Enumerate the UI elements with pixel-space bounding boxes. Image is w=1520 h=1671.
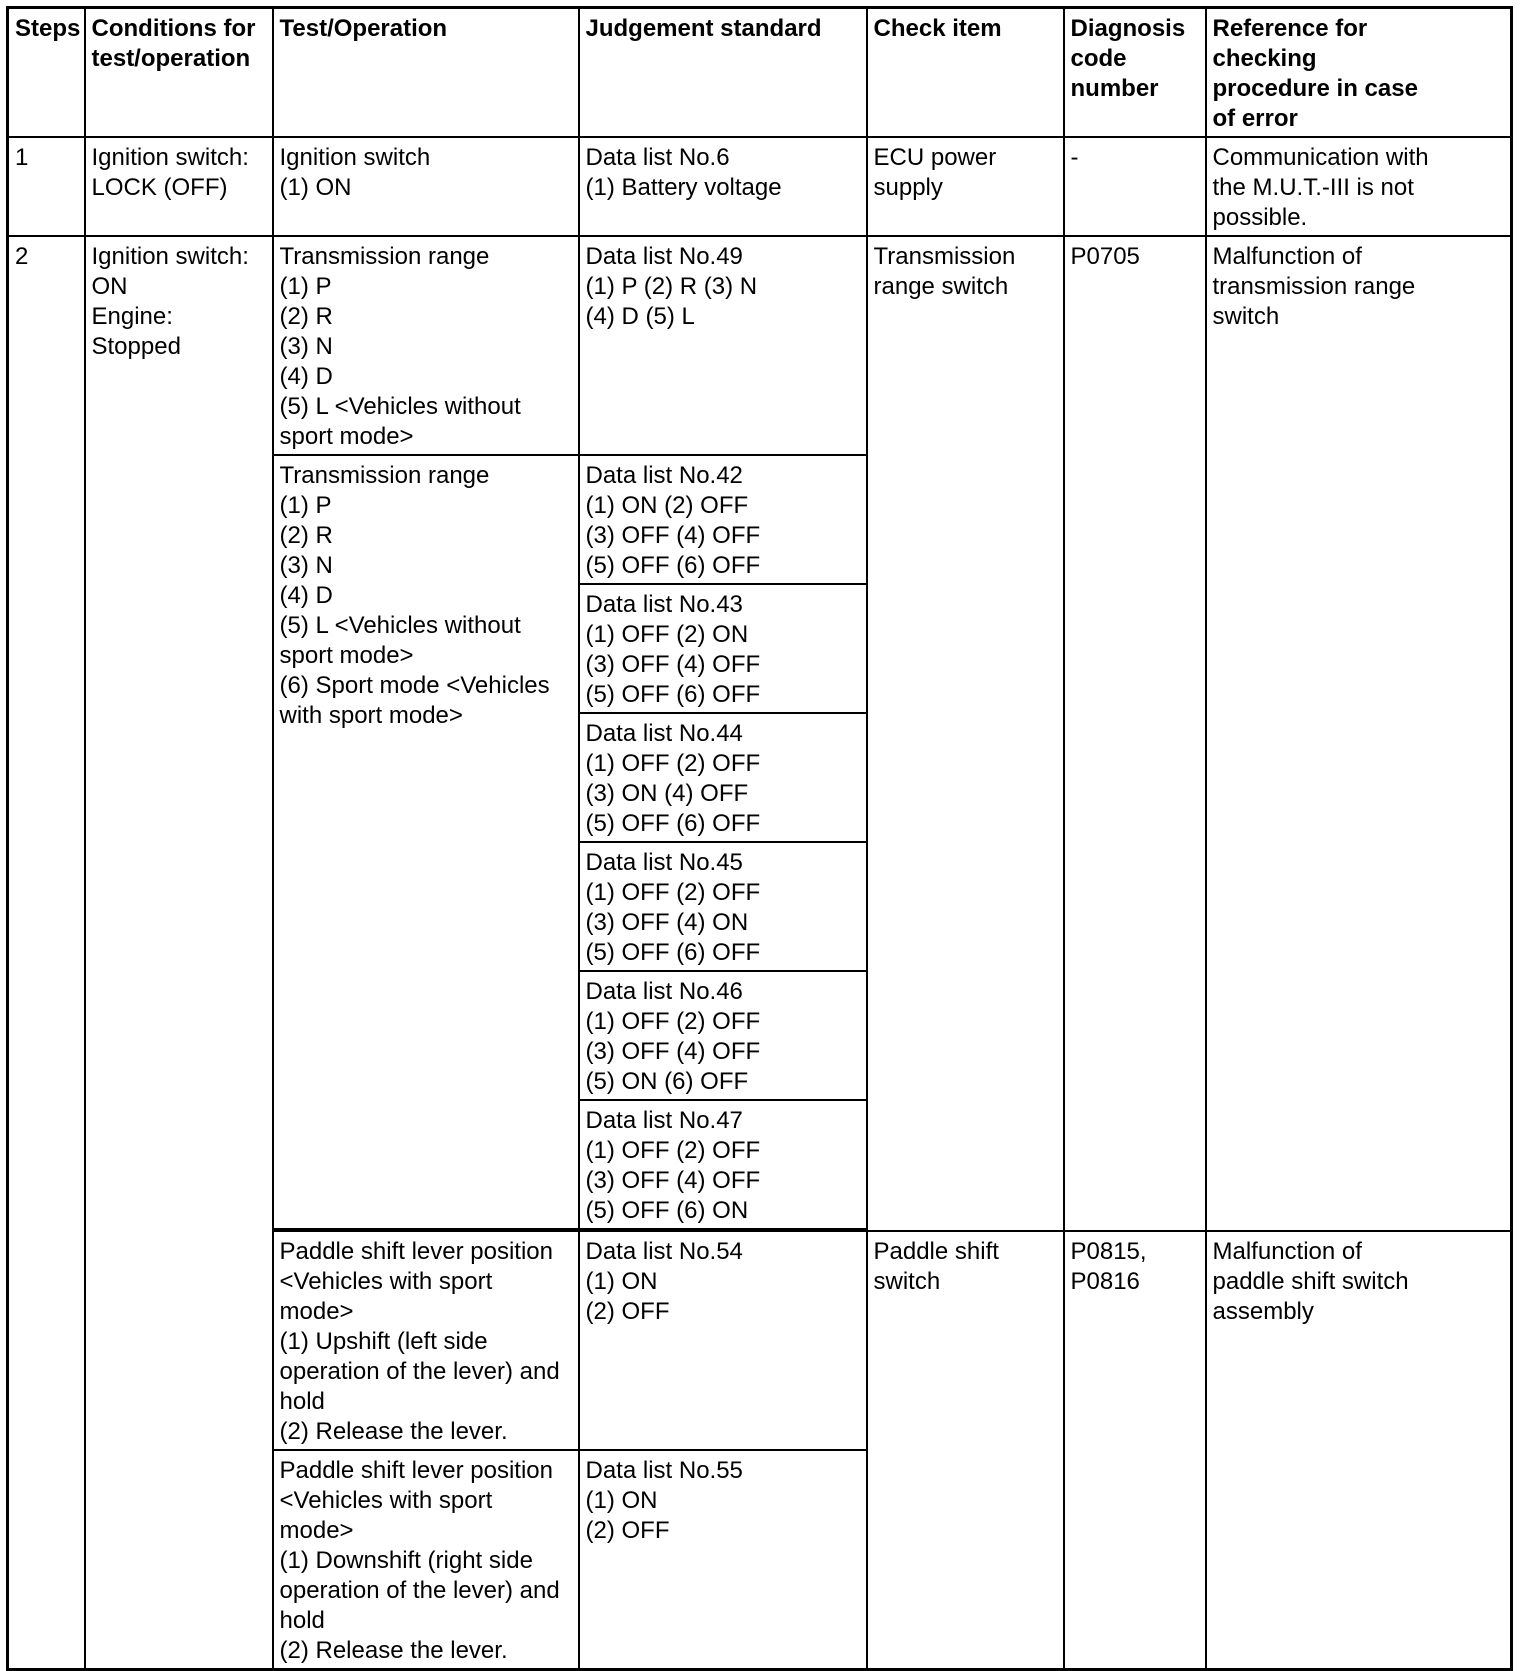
header-check-item: Check item — [867, 8, 1064, 138]
step-1-number: 1 — [8, 137, 85, 236]
header-conditions: Conditions for test/operation — [85, 8, 273, 138]
header-steps: Steps — [8, 8, 85, 138]
step-1-reference: Communication with the M.U.T.-III is not possible. — [1206, 137, 1512, 236]
paddle-judgement-54: Data list No.54 (1) ON (2) OFF — [579, 1231, 867, 1450]
range-reference: Malfunction of transmission range switch — [1206, 236, 1512, 1231]
paddle-test-upshift: Paddle shift lever position <Vehicles with sport mode> (1) Upshift (left side operation of the lever) and hold (2) Release the lever. — [273, 1231, 579, 1450]
header-test-operation: Test/Operation — [273, 8, 579, 138]
paddle-judgement-55: Data list No.55 (1) ON (2) OFF — [579, 1450, 867, 1670]
header-reference: Reference for checking procedure in case of error — [1206, 8, 1512, 138]
paddle-check-item: Paddle shift switch — [867, 1231, 1064, 1670]
step-2-row-range-a — [8, 236, 1512, 455]
range-check-item: Transmission range switch — [867, 236, 1064, 1231]
step-1-row — [8, 137, 1512, 236]
step-1-code: - — [1064, 137, 1206, 236]
step-1-judgement: Data list No.6 (1) Battery voltage — [579, 137, 867, 236]
range-judgement-45: Data list No.45 (1) OFF (2) OFF (3) OFF (4) ON (5) OFF (6) OFF — [579, 842, 867, 971]
header-judgement-standard: Judgement standard — [579, 8, 867, 138]
range-diagnosis-code: P0705 — [1064, 236, 1206, 1231]
range-judgement-43: Data list No.43 (1) OFF (2) ON (3) OFF (4) OFF (5) OFF (6) OFF — [579, 584, 867, 713]
paddle-test-downshift: Paddle shift lever position <Vehicles with sport mode> (1) Downshift (right side operation of the lever) and hold (2) Release the lever. — [273, 1450, 579, 1670]
range-judgement-47: Data list No.47 (1) OFF (2) OFF (3) OFF (4) OFF (5) OFF (6) ON — [579, 1100, 867, 1229]
step-2-number: 2 — [8, 236, 85, 1670]
range-test-b: Transmission range (1) P (2) R (3) N (4) D (5) L <Vehicles without sport mode> (6) Sport mode <Vehicles with sport mode> — [273, 455, 579, 1229]
range-judgement-44: Data list No.44 (1) OFF (2) OFF (3) ON (4) OFF (5) OFF (6) OFF — [579, 713, 867, 842]
range-judgement-46: Data list No.46 (1) OFF (2) OFF (3) OFF (4) OFF (5) ON (6) OFF — [579, 971, 867, 1100]
step-1-test: Ignition switch (1) ON — [273, 137, 579, 236]
step-2-condition: Ignition switch: ON Engine: Stopped — [85, 236, 273, 1670]
range-judgement-49: Data list No.49 (1) P (2) R (3) N (4) D (5) L — [579, 236, 867, 455]
paddle-diagnosis-code: P0815, P0816 — [1064, 1231, 1206, 1670]
range-judgement-42: Data list No.42 (1) ON (2) OFF (3) OFF (4) OFF (5) OFF (6) OFF — [579, 455, 867, 584]
header-row — [8, 8, 1512, 138]
header-diagnosis-code: Diagnosis code number — [1064, 8, 1206, 138]
diagnosis-table — [6, 6, 1513, 1671]
paddle-reference: Malfunction of paddle shift switch assembly — [1206, 1231, 1512, 1670]
range-test-a: Transmission range (1) P (2) R (3) N (4) D (5) L <Vehicles without sport mode> — [273, 236, 579, 455]
step-1-check-item: ECU power supply — [867, 137, 1064, 236]
step-1-condition: Ignition switch: LOCK (OFF) — [85, 137, 273, 236]
